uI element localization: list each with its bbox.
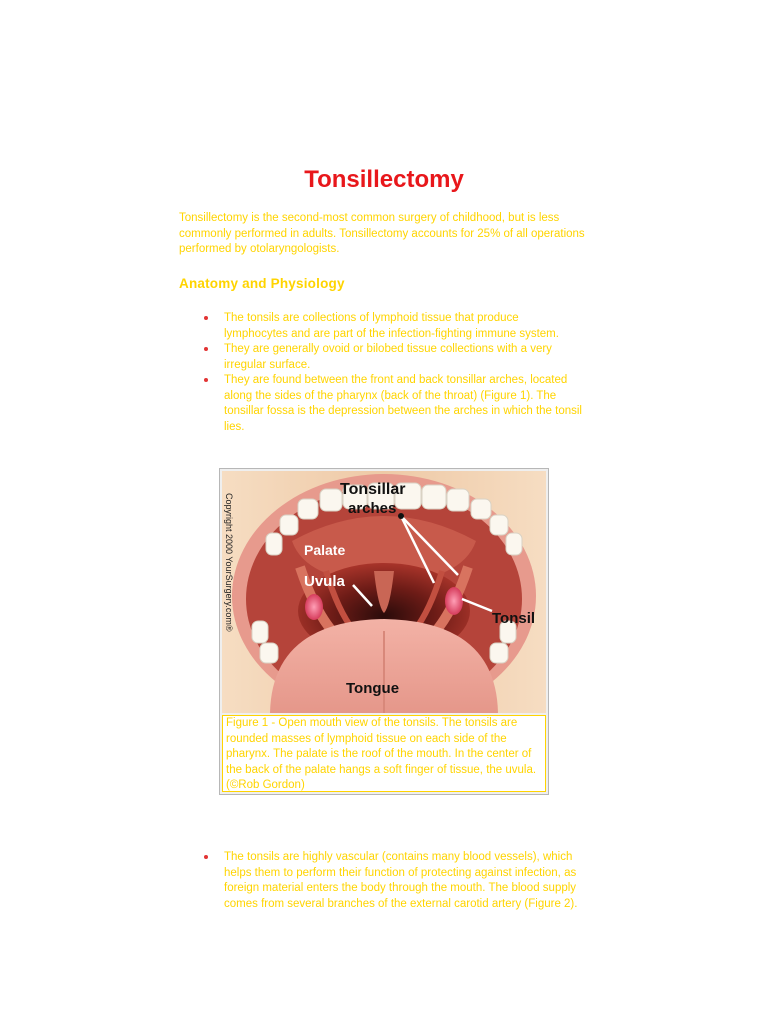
tonsil-left — [305, 594, 323, 620]
list-item-text: The tonsils are highly vascular (contains many blood vessels), which helps them to perform their function of protecting against infection, as foreign material enters the body through the mouth. The blood supply comes from several branches of the external carotid artery (Figure 2). — [224, 851, 578, 910]
bullet-list-vascular — [204, 850, 584, 912]
list-item-text: They are generally ovoid or bilobed tissue collections with a very irregular surface. — [224, 343, 552, 371]
bullet-icon — [204, 347, 208, 351]
bullet-icon — [204, 378, 208, 382]
label-palate: Palate — [304, 542, 346, 558]
list-item-text: The tonsils are collections of lymphoid tissue that produce lymphocytes and are part of the infection-fighting immune system. — [224, 312, 559, 340]
pointer-dot — [398, 513, 404, 519]
bullet-icon — [204, 316, 208, 320]
list-item — [204, 373, 584, 435]
bullet-icon — [204, 855, 208, 859]
tonsil-right — [445, 587, 463, 615]
page-title: Tonsillectomy — [304, 166, 464, 193]
label-tonsil: Tonsil — [492, 610, 536, 627]
list-item — [204, 850, 584, 912]
label-uvula: Uvula — [304, 573, 345, 590]
label-arches: arches — [348, 500, 397, 517]
label-tongue: Tongue — [346, 680, 400, 697]
list-item — [204, 311, 584, 342]
bullet-list-anatomy — [204, 311, 584, 435]
label-tonsillar: Tonsillar — [340, 481, 406, 498]
list-item — [204, 342, 584, 373]
intro-paragraph: Tonsillectomy is the second-most common surgery of childhood, but is less commonly performed in adults. Tonsillectomy accounts for 25% of all operations performed by otolaryngologists. — [179, 212, 585, 255]
copyright-text: Copyright 2000 YourSurgery.com® — [224, 493, 234, 632]
section-heading: Anatomy and Physiology — [179, 276, 345, 291]
figure-caption: Figure 1 - Open mouth view of the tonsils. The tonsils are rounded masses of lymphoid tissue on each side of the pharynx. The palate is the roof of the mouth. In the center of the back of the palate hangs a soft finger of tissue, the uvula. (©Rob Gordon) — [222, 715, 546, 792]
list-item-text: They are found between the front and back tonsillar arches, located along the sides of the pharynx (back of the throat) (Figure 1). The tonsillar fossa is the depression between the arches in which the tonsil lies. — [224, 374, 582, 433]
mouth-illustration — [222, 471, 546, 713]
mouth-diagram — [222, 471, 546, 713]
figure-1 — [219, 468, 549, 795]
